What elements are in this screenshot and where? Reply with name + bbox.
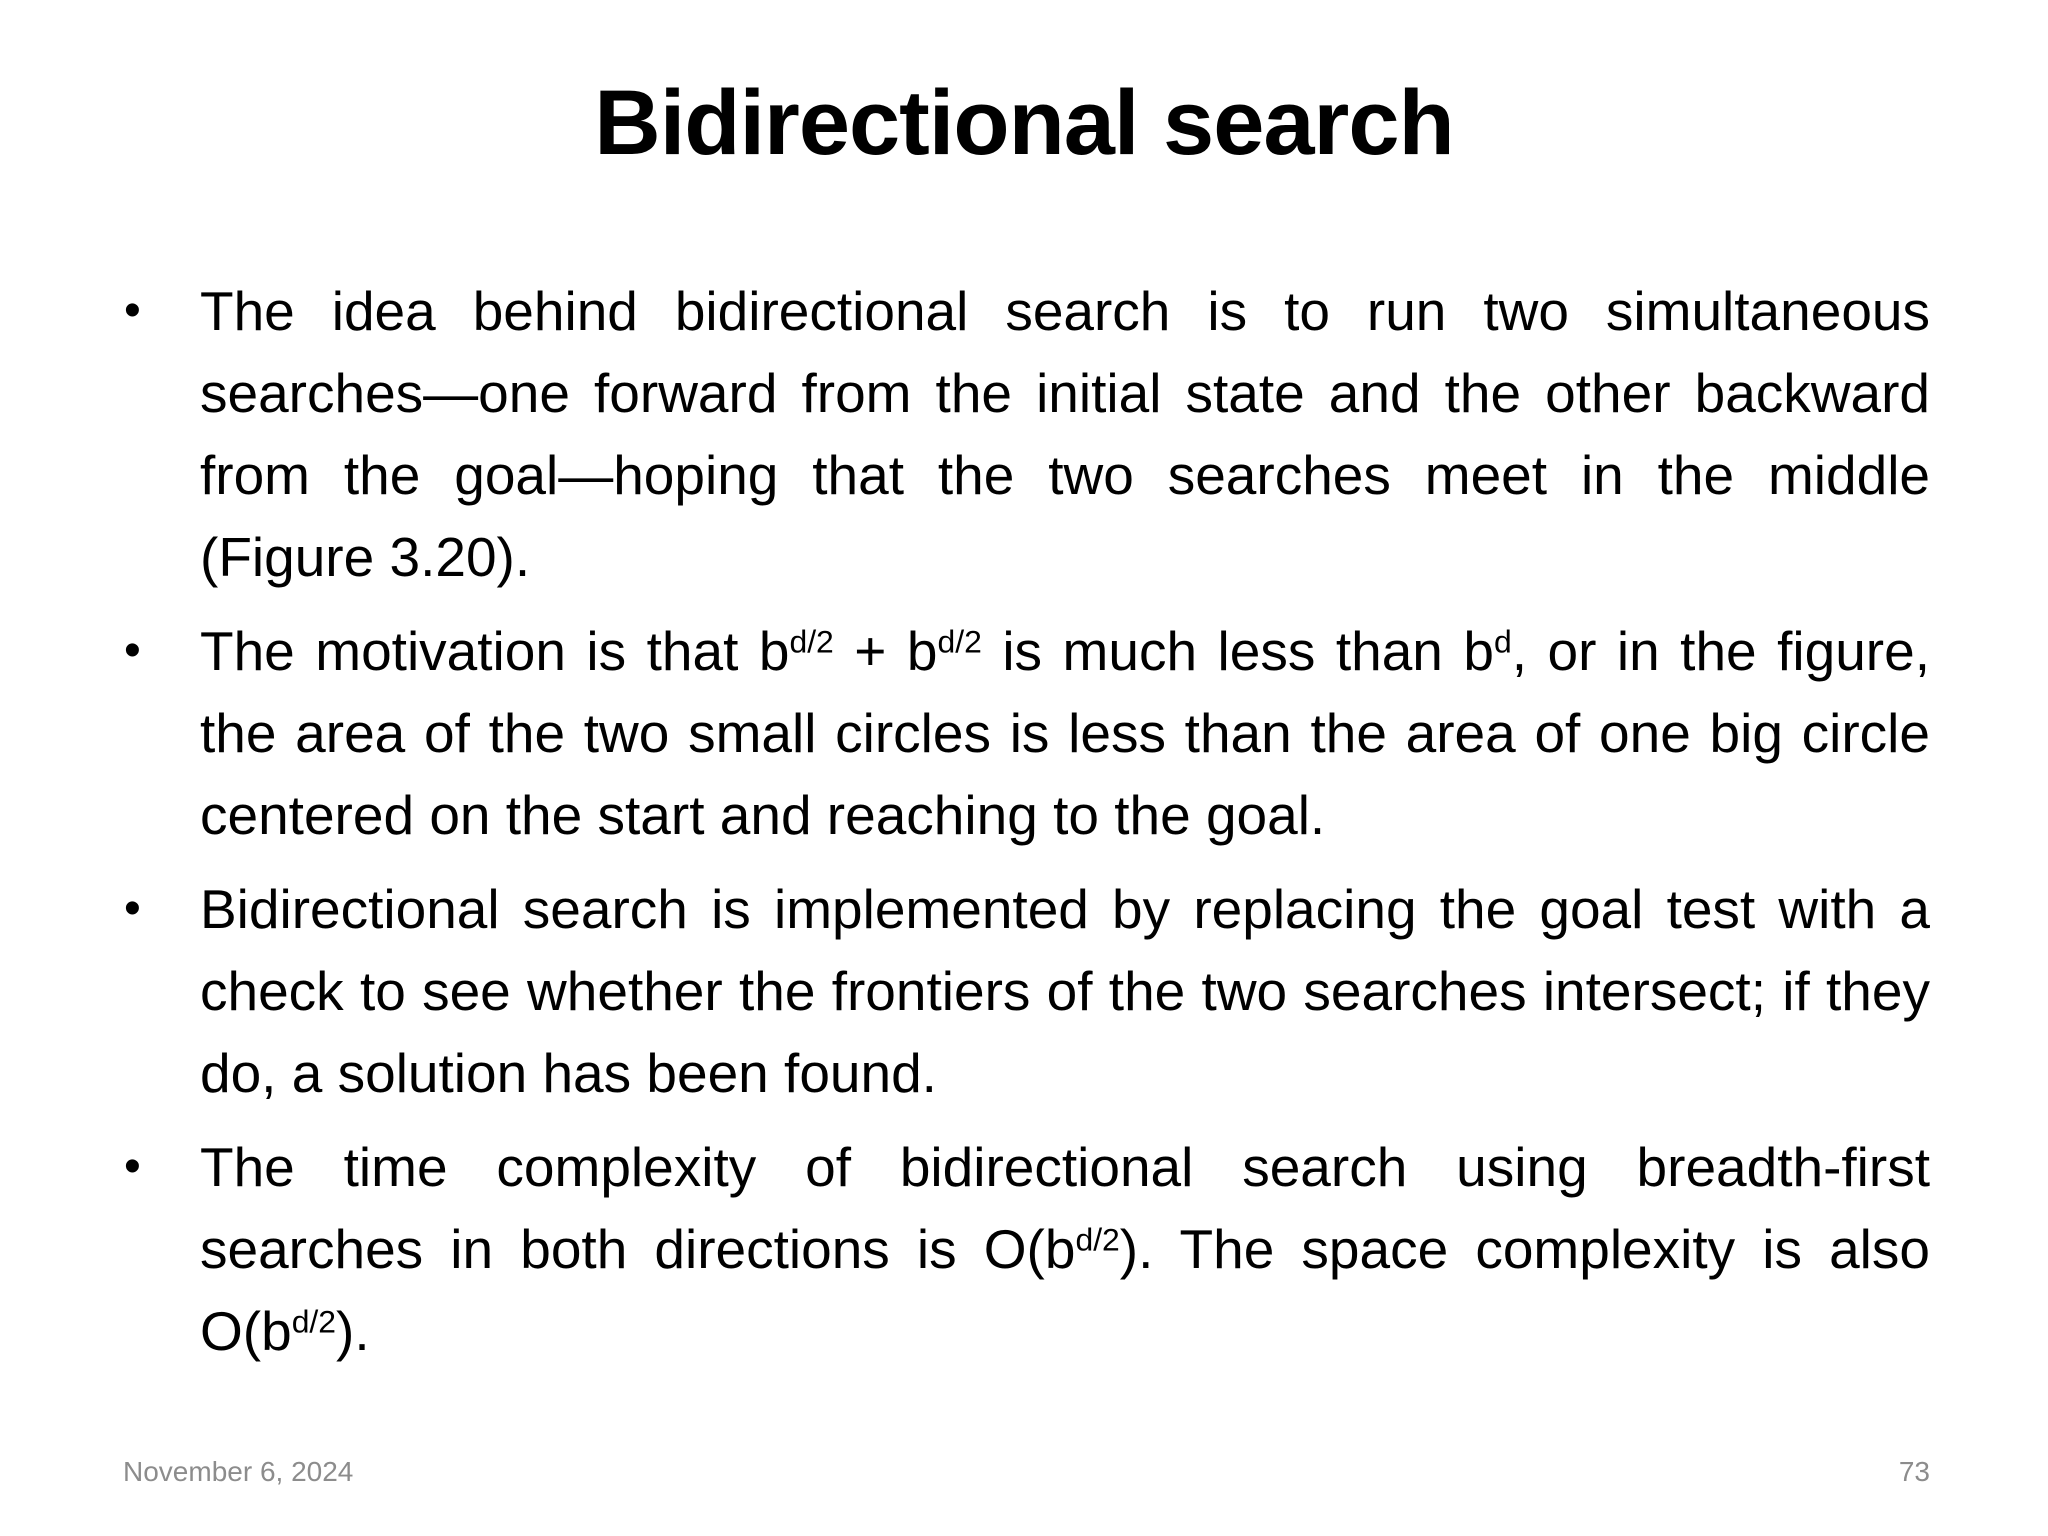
- bullet-marker: •: [124, 284, 141, 337]
- bullet-item: [120, 868, 1930, 1114]
- bullet-text: , or in the figure, the area of the two small circles is less than the area of one big circle centered on the start and reaching to the goal.: [200, 620, 1930, 846]
- bullet-marker: •: [124, 882, 141, 935]
- bullet-item: [120, 270, 1930, 598]
- page-number: 73: [1898, 1456, 1930, 1487]
- bullet-text: The idea behind bidirectional search is to run two simultaneous searches—one forward from the initial state and the other backward from the goal—hoping that the two searches meet in the middle (Figure 3.20).: [200, 280, 1930, 588]
- bullet-text: The time complexity of bidirectional search using breadth-first searches in both directions is O(b: [200, 1136, 1930, 1280]
- bullet-marker: •: [124, 1140, 141, 1193]
- superscript: d/2: [1075, 1221, 1120, 1258]
- superscript: d: [1493, 623, 1512, 660]
- superscript: d/2: [291, 1303, 337, 1340]
- superscript: d/2: [789, 623, 834, 660]
- bullet-item: [120, 610, 1930, 856]
- superscript: d/2: [937, 623, 982, 660]
- bullet-text: The motivation is that b: [200, 620, 790, 682]
- bullet-text: is much less than b: [981, 620, 1494, 682]
- bullet-list: [120, 270, 1930, 1384]
- bullet-marker: •: [124, 624, 141, 677]
- footer-date: November 6, 2024: [123, 1456, 354, 1487]
- bullet-text: ). The space complexity is also O(b: [200, 1218, 1930, 1362]
- bullet-text: + b: [833, 620, 938, 682]
- bullet-text: ).: [336, 1300, 370, 1362]
- bullet-text: Bidirectional search is implemented by replacing the goal test with a check to see whether the frontiers of the two searches intersect; if they do, a solution has been found.: [200, 878, 1930, 1104]
- bullet-item: [120, 1126, 1930, 1372]
- slide-title: Bidirectional search: [594, 72, 1454, 174]
